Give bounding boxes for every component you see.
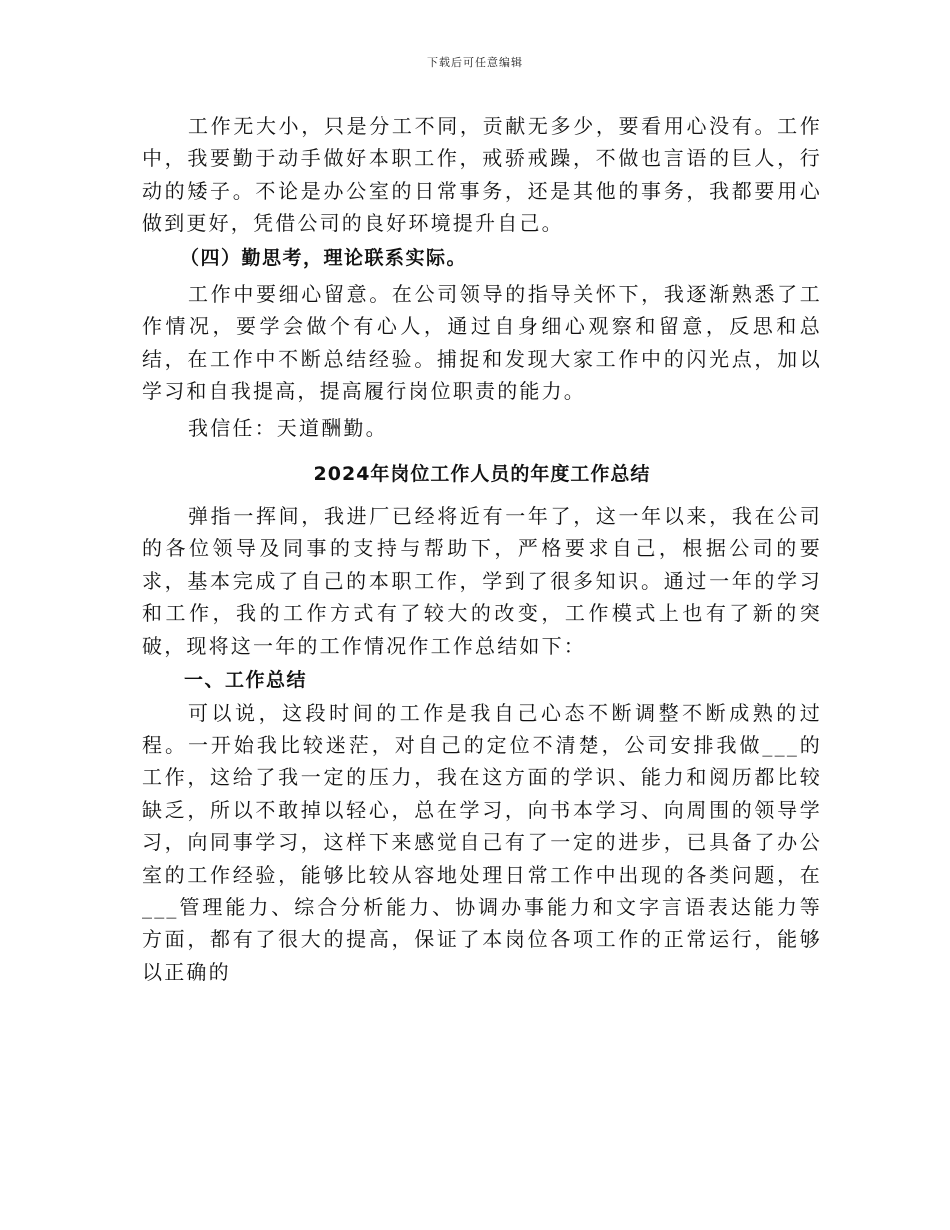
document-title: 2024年岗位工作人员的年度工作总结	[313, 463, 651, 486]
paragraph-work-attitude: 工作无大小，只是分工不同，贡献无多少，要看用心没有。工作中，我要勤于动手做好本职工作，戒骄戒躁，不做也言语的巨人，行动的矮子。不论是办公室的日常事务，还是其他的事务，我都要用心做到更好，凭借公司的良好环境提升自己。	[142, 114, 822, 236]
section-heading-one: 一、工作总结	[184, 669, 308, 692]
paragraph-attentive-work: 工作中要细心留意。在公司领导的指导关怀下，我逐渐熟悉了工作情况，要学会做个有心人，通过自身细心观察和留意，反思和总结，在工作中不断总结经验。捕捉和发现大家工作中的闪光点，加以学习和自我提高，提高履行岗位职责的能力。	[142, 282, 822, 404]
page-header: 下载后可任意编辑	[427, 56, 523, 69]
document-body	[142, 110, 822, 988]
section-heading-four: （四）勤思考，理论联系实际。	[180, 246, 468, 269]
paragraph-introduction: 弹指一挥间，我进厂已经将近有一年了，这一年以来，我在公司的各位领导及同事的支持与帮助下，严格要求自己，根据公司的要求，基本完成了自己的本职工作，学到了很多知识。通过一年的学习和工作，我的工作方式有了较大的改变，工作模式上也有了新的突破，现将这一年的工作情况作工作总结如下：	[142, 504, 822, 658]
paragraph-belief: 我信任：天道酬勤。	[188, 415, 388, 440]
paragraph-work-summary: 可以说，这段时间的工作是我自己心态不断调整不断成熟的过程。一开始我比较迷茫，对自己的定位不清楚，公司安排我做___的工作，这给了我一定的压力，我在这方面的学识、能力和阅历都比较缺乏，所以不敢掉以轻心，总在学习，向书本学习、向周围的领导学习，向同事学习，这样下来感觉自己有了一定的进步，已具备了办公室的工作经验，能够比较从容地处理日常工作中出现的各类问题，在___管理能力、综合分析能力、协调办事能力和文字言语表达能力等方面，都有了很大的提高，保证了本岗位各项工作的正常运行，能够以正确的	[142, 700, 822, 984]
